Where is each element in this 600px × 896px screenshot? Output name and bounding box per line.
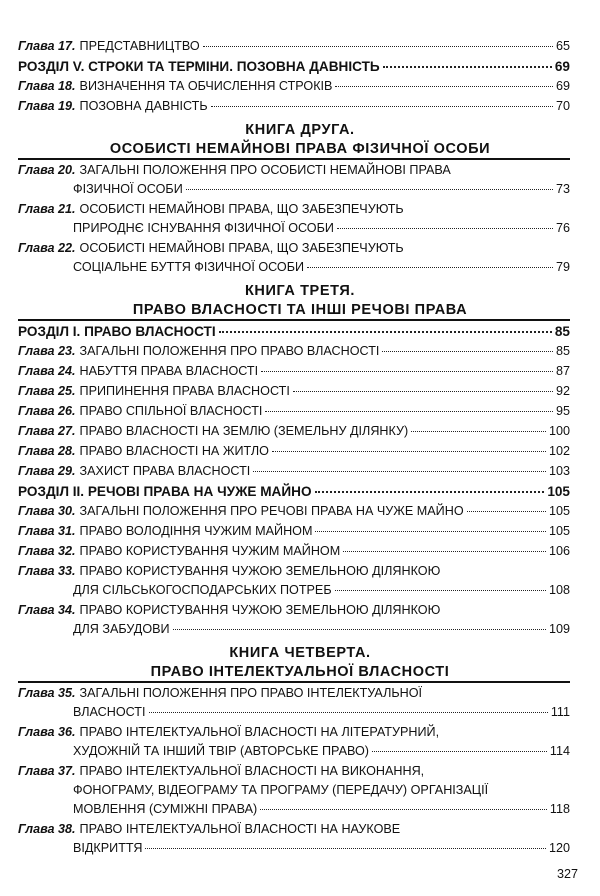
page-number: 327 (556, 867, 578, 881)
page-ref: 76 (555, 221, 570, 235)
chapter-number: Глава 20. (18, 163, 76, 177)
page-ref: 105 (548, 524, 570, 538)
toc-chapter[interactable] (18, 502, 570, 521)
dot-leader (335, 590, 546, 591)
toc-chapter[interactable] (18, 462, 570, 481)
toc-line (18, 77, 570, 96)
chapter-title: ФОНОГРАМУ, ВІДЕОГРАМУ ТА ПРОГРАМУ (ПЕРЕДАЧУ) ОРГАНІЗАЦІЇ (73, 783, 489, 797)
toc-line (18, 742, 570, 761)
page-ref: 118 (549, 802, 570, 816)
page-ref: 65 (555, 39, 570, 53)
chapter-number: Глава 22. (18, 241, 76, 255)
chapter-title: ПРАВО ВЛАСНОСТІ НА ЖИТЛО (79, 444, 269, 458)
toc-line (18, 402, 570, 421)
toc-line (18, 342, 570, 361)
toc-line (18, 601, 570, 620)
toc-line (18, 382, 570, 401)
toc-chapter[interactable] (18, 77, 570, 96)
toc-line (18, 703, 570, 722)
dot-leader (343, 551, 546, 552)
dot-leader (173, 629, 546, 630)
dot-leader (211, 106, 553, 107)
chapter-number: Глава 26. (18, 404, 76, 418)
chapter-title: ПРИПИНЕННЯ ПРАВА ВЛАСНОСТІ (79, 384, 290, 398)
chapter-title: ПОЗОВНА ДАВНІСТЬ (79, 99, 208, 113)
chapter-number: Глава 38. (18, 822, 76, 836)
book-heading-line: ПРАВО ІНТЕЛЕКТУАЛЬНОЇ ВЛАСНОСТІ (150, 664, 450, 680)
dot-leader (411, 431, 546, 432)
divider (18, 319, 570, 321)
chapter-title: ПРЕДСТАВНИЦТВО (79, 39, 200, 53)
chapter-title: ДЛЯ СІЛЬСЬКОГОСПОДАРСЬКИХ ПОТРЕБ (73, 583, 332, 597)
toc-chapter[interactable] (18, 723, 570, 761)
toc-line (18, 362, 570, 381)
chapter-title: ПРАВО КОРИСТУВАННЯ ЧУЖИМ МАЙНОМ (79, 544, 341, 558)
toc-line (18, 322, 570, 341)
chapter-number: Глава 29. (18, 464, 76, 478)
toc-line (18, 620, 570, 639)
toc-line (18, 258, 570, 277)
toc-chapter[interactable] (18, 200, 570, 238)
toc-chapter[interactable] (18, 239, 570, 277)
toc-line (18, 462, 570, 481)
dot-leader (265, 411, 553, 412)
toc-chapter[interactable] (18, 442, 570, 461)
toc-chapter[interactable] (18, 37, 570, 56)
book-heading-line: КНИГА ТРЕТЯ. (244, 283, 356, 299)
dot-leader (315, 491, 545, 493)
toc-line (18, 684, 570, 703)
toc-line (18, 502, 570, 521)
dot-leader (145, 848, 546, 849)
page-ref: 100 (548, 424, 570, 438)
chapter-number: Глава 28. (18, 444, 76, 458)
chapter-title: ОСОБИСТІ НЕМАЙНОВІ ПРАВА, ЩО ЗАБЕЗПЕЧУЮТЬ (79, 241, 404, 255)
toc-chapter[interactable] (18, 601, 570, 639)
dot-leader (272, 451, 546, 452)
toc-line (18, 422, 570, 441)
page-ref: 120 (548, 841, 570, 855)
chapter-title: ФІЗИЧНОЇ ОСОБИ (73, 182, 183, 196)
toc-section[interactable] (18, 482, 570, 501)
section-title: РОЗДІЛ І. ПРАВО ВЛАСНОСТІ (18, 324, 216, 339)
toc-chapter[interactable] (18, 97, 570, 116)
page-ref: 79 (555, 260, 570, 274)
toc-line (18, 542, 570, 561)
chapter-title: ПРАВО ІНТЕЛЕКТУАЛЬНОЇ ВЛАСНОСТІ НА НАУКОВЕ (79, 822, 401, 836)
chapter-number: Глава 19. (18, 99, 76, 113)
chapter-number: Глава 21. (18, 202, 76, 216)
page-ref: 73 (555, 182, 570, 196)
dot-leader (467, 511, 546, 512)
dot-leader (307, 267, 553, 268)
dot-leader (372, 751, 547, 752)
toc-line (18, 562, 570, 581)
toc-section[interactable] (18, 322, 570, 341)
toc-line (18, 781, 570, 800)
toc-chapter[interactable] (18, 382, 570, 401)
chapter-title: ХУДОЖНІЙ ТА ІНШИЙ ТВІР (АВТОРСЬКЕ ПРАВО) (73, 744, 369, 758)
chapter-title: ПРАВО КОРИСТУВАННЯ ЧУЖОЮ ЗЕМЕЛЬНОЮ ДІЛЯНКОЮ (79, 603, 441, 617)
dot-leader (335, 86, 553, 87)
toc-line (18, 57, 570, 76)
chapter-title: СОЦІАЛЬНЕ БУТТЯ ФІЗИЧНОЇ ОСОБИ (73, 260, 305, 274)
toc-chapter[interactable] (18, 161, 570, 199)
toc-chapter[interactable] (18, 342, 570, 361)
toc-chapter[interactable] (18, 562, 570, 600)
toc-chapter[interactable] (18, 422, 570, 441)
chapter-title: ВИЗНАЧЕННЯ ТА ОБЧИСЛЕННЯ СТРОКІВ (79, 79, 333, 93)
page-ref: 108 (548, 583, 570, 597)
chapter-title: ПРАВО ІНТЕЛЕКТУАЛЬНОЇ ВЛАСНОСТІ НА ВИКОНАННЯ, (79, 764, 425, 778)
book-heading-line: КНИГА ДРУГА. (245, 122, 355, 138)
chapter-title: ПРАВО ІНТЕЛЕКТУАЛЬНОЇ ВЛАСНОСТІ НА ЛІТЕРАТУРНИЙ, (79, 725, 440, 739)
dot-leader (219, 331, 552, 333)
dot-leader (261, 371, 553, 372)
chapter-number: Глава 27. (18, 424, 76, 438)
chapter-number: Глава 23. (18, 344, 76, 358)
toc-chapter[interactable] (18, 820, 570, 858)
section-title: РОЗДІЛ V. СТРОКИ ТА ТЕРМІНИ. ПОЗОВНА ДАВНІСТЬ (18, 59, 380, 74)
page-ref: 103 (548, 464, 570, 478)
page-ref: 109 (548, 622, 570, 636)
chapter-title: ПРАВО СПІЛЬНОЇ ВЛАСНОСТІ (79, 404, 263, 418)
book-heading (0, 282, 600, 320)
toc-line (18, 482, 570, 501)
chapter-number: Глава 30. (18, 504, 76, 518)
page-ref: 114 (549, 744, 570, 758)
toc-line (18, 581, 570, 600)
toc-line (18, 200, 570, 219)
chapter-title: ЗАГАЛЬНІ ПОЛОЖЕННЯ ПРО ОСОБИСТІ НЕМАЙНОВІ ПРАВА (79, 163, 451, 177)
chapter-number: Глава 36. (18, 725, 76, 739)
chapter-title: ДЛЯ ЗАБУДОВИ (73, 622, 170, 636)
toc-line (18, 820, 570, 839)
book-heading-line: ПРАВО ВЛАСНОСТІ ТА ІНШІ РЕЧОВІ ПРАВА (132, 302, 468, 318)
chapter-number: Глава 17. (18, 39, 76, 53)
page-ref: 69 (555, 79, 570, 93)
page-ref: 106 (548, 544, 570, 558)
toc-line (18, 723, 570, 742)
chapter-number: Глава 31. (18, 524, 76, 538)
dot-leader (315, 531, 546, 532)
toc-line (18, 762, 570, 781)
page-ref: 85 (554, 324, 570, 339)
dot-leader (260, 809, 547, 810)
toc-line (18, 219, 570, 238)
toc-chapter[interactable] (18, 684, 570, 722)
chapter-number: Глава 18. (18, 79, 76, 93)
book-heading-line: КНИГА ЧЕТВЕРТА. (229, 645, 371, 661)
page-ref: 105 (547, 484, 570, 499)
page-ref: 95 (555, 404, 570, 418)
toc-section[interactable] (18, 57, 570, 76)
toc-line (18, 839, 570, 858)
dot-leader (149, 712, 548, 713)
dot-leader (293, 391, 553, 392)
chapter-title: ЗАГАЛЬНІ ПОЛОЖЕННЯ ПРО ПРАВО ІНТЕЛЕКТУАЛЬНОЇ (79, 686, 423, 700)
dot-leader (383, 66, 552, 68)
chapter-title: ПРАВО ВОЛОДІННЯ ЧУЖИМ МАЙНОМ (79, 524, 313, 538)
page-ref: 85 (555, 344, 570, 358)
toc-line (18, 180, 570, 199)
toc-line (18, 97, 570, 116)
dot-leader (337, 228, 553, 229)
toc-chapter[interactable] (18, 542, 570, 561)
chapter-title: ЗАГАЛЬНІ ПОЛОЖЕННЯ ПРО РЕЧОВІ ПРАВА НА ЧУЖЕ МАЙНО (79, 504, 464, 518)
divider (18, 158, 570, 160)
divider (18, 681, 570, 683)
chapter-title: ЗАГАЛЬНІ ПОЛОЖЕННЯ ПРО ПРАВО ВЛАСНОСТІ (79, 344, 380, 358)
book-heading (0, 644, 600, 682)
chapter-number: Глава 33. (18, 564, 76, 578)
toc-chapter[interactable] (18, 522, 570, 541)
chapter-title: ВЛАСНОСТІ (73, 705, 146, 719)
book-heading-line: ОСОБИСТІ НЕМАЙНОВІ ПРАВА ФІЗИЧНОЇ ОСОБИ (109, 141, 491, 157)
toc-line (18, 161, 570, 180)
toc-line (18, 800, 570, 819)
chapter-title: МОВЛЕННЯ (СУМІЖНІ ПРАВА) (73, 802, 258, 816)
chapter-number: Глава 32. (18, 544, 76, 558)
dot-leader (253, 471, 546, 472)
chapter-title: ЗАХИСТ ПРАВА ВЛАСНОСТІ (79, 464, 251, 478)
chapter-title: ПРАВО ВЛАСНОСТІ НА ЗЕМЛЮ (ЗЕМЕЛЬНУ ДІЛЯНКУ) (79, 424, 409, 438)
section-title: РОЗДІЛ ІІ. РЕЧОВІ ПРАВА НА ЧУЖЕ МАЙНО (18, 484, 312, 499)
page-ref: 92 (555, 384, 570, 398)
chapter-title: ПРАВО КОРИСТУВАННЯ ЧУЖОЮ ЗЕМЕЛЬНОЮ ДІЛЯНКОЮ (79, 564, 441, 578)
toc-line (18, 239, 570, 258)
page-ref: 111 (550, 705, 570, 719)
chapter-title: НАБУТТЯ ПРАВА ВЛАСНОСТІ (79, 364, 259, 378)
page-ref: 69 (554, 59, 570, 74)
chapter-number: Глава 24. (18, 364, 76, 378)
toc-line (18, 37, 570, 56)
toc-line (18, 522, 570, 541)
dot-leader (186, 189, 553, 190)
chapter-title: ОСОБИСТІ НЕМАЙНОВІ ПРАВА, ЩО ЗАБЕЗПЕЧУЮТЬ (79, 202, 404, 216)
page-ref: 105 (548, 504, 570, 518)
toc-chapter[interactable] (18, 402, 570, 421)
chapter-title: ВІДКРИТТЯ (73, 841, 143, 855)
dot-leader (203, 46, 553, 47)
page-ref: 70 (555, 99, 570, 113)
chapter-number: Глава 25. (18, 384, 76, 398)
chapter-number: Глава 37. (18, 764, 76, 778)
page-ref: 87 (555, 364, 570, 378)
page-ref: 102 (548, 444, 570, 458)
toc-line (18, 442, 570, 461)
chapter-number: Глава 35. (18, 686, 76, 700)
dot-leader (382, 351, 553, 352)
toc-chapter[interactable] (18, 762, 570, 819)
toc-chapter[interactable] (18, 362, 570, 381)
chapter-title: ПРИРОДНЄ ІСНУВАННЯ ФІЗИЧНОЇ ОСОБИ (73, 221, 334, 235)
book-heading (0, 121, 600, 159)
chapter-number: Глава 34. (18, 603, 76, 617)
